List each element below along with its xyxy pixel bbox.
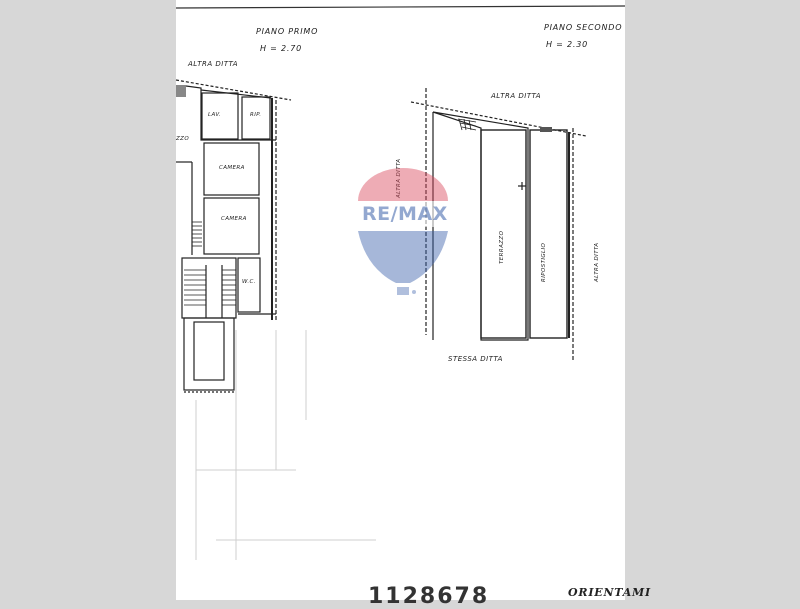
- room-label-lav: LAV.: [208, 112, 222, 118]
- room-label-ripostiglio: RIPOSTIGLIO: [541, 242, 547, 282]
- room-label-ingresso: ZZO: [176, 136, 190, 142]
- remax-brand-text: RE/MAX: [362, 203, 448, 225]
- piano-secondo-title: PIANO SECONDO: [544, 23, 623, 32]
- balloon-icon: [348, 163, 458, 308]
- piano-primo-plan: [176, 80, 291, 392]
- room-label-wc: W.C.: [242, 279, 256, 285]
- remax-watermark: [348, 163, 458, 308]
- label-altra-ditta-top-left: ALTRA DITTA: [188, 60, 239, 68]
- orientation-label: ORIENTAMI: [568, 586, 651, 599]
- room-label-camera-1: CAMERA: [219, 165, 245, 171]
- room-label-rip: RIP.: [250, 112, 262, 118]
- label-stessa-ditta: STESSA DITTA: [448, 355, 503, 363]
- floor-plan-sheet: [176, 0, 651, 609]
- piano-primo-height: H = 2.70: [260, 44, 303, 53]
- piano-primo-title: PIANO PRIMO: [256, 27, 319, 36]
- label-altra-ditta-right: ALTRA DITTA: [594, 242, 600, 282]
- document-number: 1128678: [368, 584, 490, 609]
- piano-secondo-height: H = 2.30: [546, 40, 589, 49]
- room-label-camera-2: CAMERA: [221, 216, 247, 222]
- label-altra-ditta-top-right: ALTRA DITTA: [491, 92, 542, 100]
- room-label-terrazzo: TERRAZZO: [499, 230, 505, 264]
